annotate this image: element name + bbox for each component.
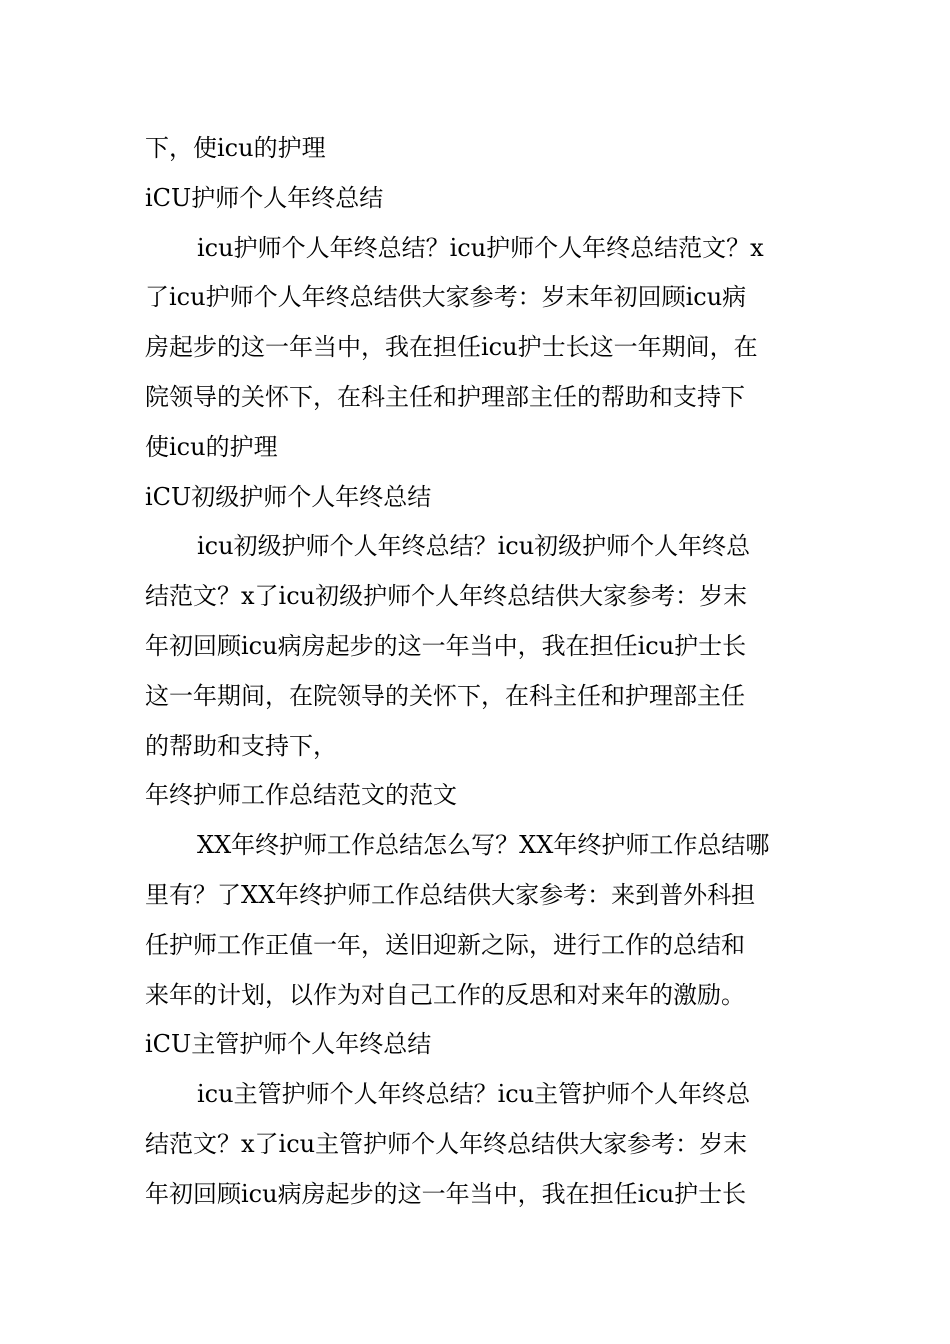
paragraph-line: icu护师个人年终总结？icu护师个人年终总结范文？x xyxy=(197,233,764,262)
paragraph-line: 年初回顾icu病房起步的这一年当中，我在担任icu护士长 xyxy=(145,631,747,660)
section-heading: iCU护师个人年终总结 xyxy=(145,183,384,212)
paragraph-line: 结范文？x了icu主管护师个人年终总结供大家参考：岁末 xyxy=(145,1129,748,1158)
paragraph-line: 任护师工作正值一年，送旧迎新之际，进行工作的总结和 xyxy=(145,930,745,959)
paragraph-line: 结范文？x了icu初级护师个人年终总结供大家参考：岁末 xyxy=(145,582,748,611)
paragraph-line: 年初回顾icu病房起步的这一年当中，我在担任icu护士长 xyxy=(145,1179,747,1208)
section-heading: iCU初级护师个人年终总结 xyxy=(145,482,432,511)
paragraph-line: 了icu护师个人年终总结供大家参考：岁末年初回顾icu病 xyxy=(145,283,747,312)
paragraph-line: 院领导的关怀下，在科主任和护理部主任的帮助和支持下 xyxy=(145,382,745,411)
paragraph-line: 这一年期间，在院领导的关怀下，在科主任和护理部主任 xyxy=(145,681,745,710)
text-line: 下，使icu的护理 xyxy=(145,134,326,162)
paragraph-line: 来年的计划，以作为对自己工作的反思和对来年的激励。 xyxy=(145,980,745,1009)
section-heading: iCU主管护师个人年终总结 xyxy=(145,1030,432,1059)
section-heading: 年终护师工作总结范文的范文 xyxy=(145,781,457,810)
paragraph-line: XX年终护师工作总结怎么写？XX年终护师工作总结哪 xyxy=(197,831,770,860)
document-page xyxy=(145,124,810,1220)
paragraph-line: 的帮助和支持下， xyxy=(145,731,337,760)
paragraph-line: 使icu的护理 xyxy=(145,432,278,461)
paragraph-line: 里有？了XX年终护师工作总结供大家参考：来到普外科担 xyxy=(145,880,756,909)
paragraph-line: icu初级护师个人年终总结？icu初级护师个人年终总 xyxy=(197,532,751,561)
paragraph-line: icu主管护师个人年终总结？icu主管护师个人年终总 xyxy=(197,1080,751,1109)
paragraph-line: 房起步的这一年当中，我在担任icu护士长这一年期间，在 xyxy=(145,333,758,362)
